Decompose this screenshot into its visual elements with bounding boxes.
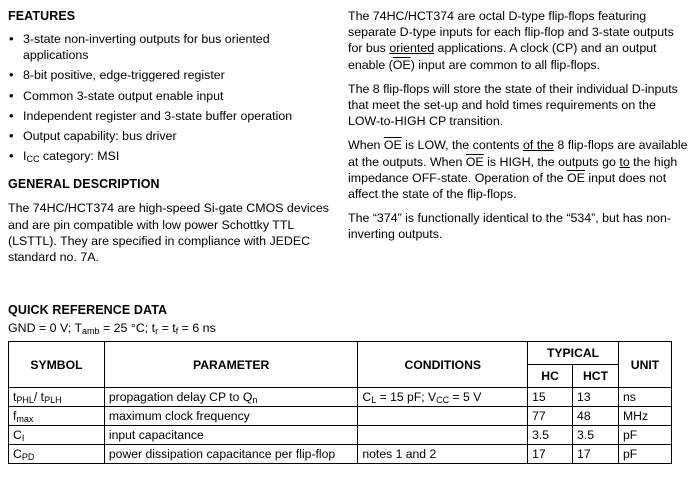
- oe-signal: $\overline{OE}$: [392, 57, 411, 72]
- subscript: f: [175, 326, 179, 336]
- table-row: [9, 445, 672, 464]
- subscript: CC: [436, 395, 450, 405]
- header-typical: TYPICAL: [528, 342, 619, 365]
- subscript: PLH: [44, 395, 62, 405]
- conditions-cell: notes 1 and 2: [358, 445, 528, 464]
- oe-signal: $\overline{OE}$: [383, 138, 402, 153]
- text-run: ) input are common to all flip-flops.: [410, 57, 601, 72]
- right-column: [348, 8, 688, 243]
- icc-symbol: I: [23, 149, 27, 164]
- unit-cell: pF: [619, 426, 672, 445]
- header-unit: UNIT: [619, 342, 672, 388]
- subscript: PD: [21, 452, 35, 462]
- feature-item: • 8-bit positive, edge-triggered register: [8, 67, 333, 83]
- quick-reference-table: [8, 341, 672, 464]
- text-run: to: [619, 154, 630, 169]
- table-row: [9, 388, 672, 407]
- symbol-cell: [9, 426, 105, 445]
- header-hct: HCT: [573, 365, 619, 388]
- subscript: n: [252, 395, 258, 405]
- text-run: When: [348, 138, 384, 153]
- text-run: The 74HC/HCT374 are octal D-type flip-flops featuring separate D-type inputs for each flip-flop and 3-state outputs for bus: [348, 9, 674, 56]
- test-conditions: [8, 320, 688, 336]
- text-run: oriented: [389, 41, 435, 56]
- text-run: of the: [522, 138, 554, 153]
- parameter-cell: [104, 388, 357, 407]
- text-run: = 6 ns: [178, 321, 216, 335]
- icc-category-text: category: MSI: [39, 149, 120, 164]
- subscript: L: [371, 395, 377, 405]
- text-run: GND = 0 V; T: [8, 321, 83, 335]
- subscript: PHL: [16, 395, 34, 405]
- table-row: [9, 407, 672, 426]
- quick-reference-heading: QUICK REFERENCE DATA: [8, 303, 168, 317]
- description-paragraph-3: [348, 137, 688, 202]
- text-run: is LOW, the contents: [401, 138, 523, 153]
- oe-signal: $\overline{OE}$: [465, 154, 484, 169]
- hc-cell: 3.5: [528, 426, 573, 445]
- quick-reference-section: [8, 302, 688, 336]
- text-run: input does not affect the state of the flip-flops.: [348, 170, 667, 202]
- subscript: r: [155, 326, 159, 336]
- hct-cell: 17: [573, 445, 619, 464]
- text-run: C: [13, 447, 22, 461]
- symbol-cell: [9, 388, 105, 407]
- text-run: = 25 °C; t: [99, 321, 156, 335]
- parameter-cell: maximum clock frequency: [104, 407, 357, 426]
- table-row: [9, 426, 672, 445]
- parameter-cell: power dissipation capacitance per flip-flop: [104, 445, 357, 464]
- parameter-cell: input capacitance: [104, 426, 357, 445]
- unit-cell: ns: [619, 388, 672, 407]
- features-list: [8, 31, 333, 164]
- header-conditions: CONDITIONS: [358, 342, 528, 388]
- feature-item: • Common 3-state output enable input: [8, 88, 333, 104]
- conditions-cell: [358, 388, 528, 407]
- left-column: [8, 8, 333, 265]
- oe-signal: $\overline{OE}$: [567, 170, 585, 185]
- conditions-cell: [358, 426, 528, 445]
- header-hc: HC: [528, 365, 573, 388]
- subscript: I: [21, 433, 25, 443]
- description-paragraph-4: The “374” is functionally identical to the “534”, but has non-inverting outputs.: [348, 211, 672, 242]
- general-description-heading: GENERAL DESCRIPTION: [8, 177, 160, 192]
- text-run: propagation delay CP to Q: [108, 390, 253, 404]
- description-paragraph-1: [348, 8, 688, 73]
- unit-cell: pF: [619, 445, 672, 464]
- hc-cell: 17: [528, 445, 573, 464]
- hc-cell: 15: [528, 388, 573, 407]
- text-run: C: [13, 428, 22, 442]
- feature-item: • Independent register and 3-state buffer operation: [8, 108, 333, 124]
- feature-item: • Output capability: bus driver: [8, 128, 333, 144]
- text-run: = t: [158, 321, 176, 335]
- icc-subscript: CC: [26, 154, 40, 165]
- feature-item: • 3-state non-inverting outputs for bus oriented applications: [8, 31, 333, 63]
- general-description-text: The 74HC/HCT374 are high-speed Si-gate CMOS devices and are pin compatible with low power Schottky TTL (LSTTL). They are specified in compliance with JEDEC standard no. 7A.: [8, 201, 329, 265]
- description-paragraph-2: The 8 flip-flops will store the state of their individual D-inputs that meet the set-up and hold times requirements on the LOW-to-HIGH CP transition.: [348, 81, 678, 129]
- unit-cell: MHz: [619, 407, 672, 426]
- text-run: = 15 pF; V: [376, 390, 437, 404]
- text-run: = 5 V: [449, 390, 482, 404]
- header-parameter: PARAMETER: [104, 342, 357, 388]
- symbol-cell: [9, 445, 105, 464]
- hc-cell: 77: [528, 407, 573, 426]
- text-run: C: [362, 390, 372, 404]
- hct-cell: 13: [573, 388, 619, 407]
- text-run: f: [13, 409, 17, 423]
- symbol-cell: [9, 407, 105, 426]
- feature-item-icc: [8, 148, 333, 164]
- text-run: 8 flip-flops are available at the outputs. When: [348, 138, 688, 169]
- subscript: amb: [82, 326, 100, 336]
- features-heading: FEATURES: [8, 9, 76, 23]
- subscript: max: [16, 414, 34, 424]
- text-run: / t: [33, 390, 45, 404]
- hct-cell: 48: [573, 407, 619, 426]
- text-run: applications. A clock (CP) and an output enable (: [348, 41, 657, 72]
- text-run: t: [13, 390, 17, 404]
- text-run: is HIGH, the outputs go: [483, 154, 620, 169]
- text-run: the high impedance OFF-state. Operation of the: [348, 154, 678, 185]
- hct-cell: 3.5: [573, 426, 619, 445]
- header-symbol: SYMBOL: [9, 342, 105, 388]
- conditions-cell: [358, 407, 528, 426]
